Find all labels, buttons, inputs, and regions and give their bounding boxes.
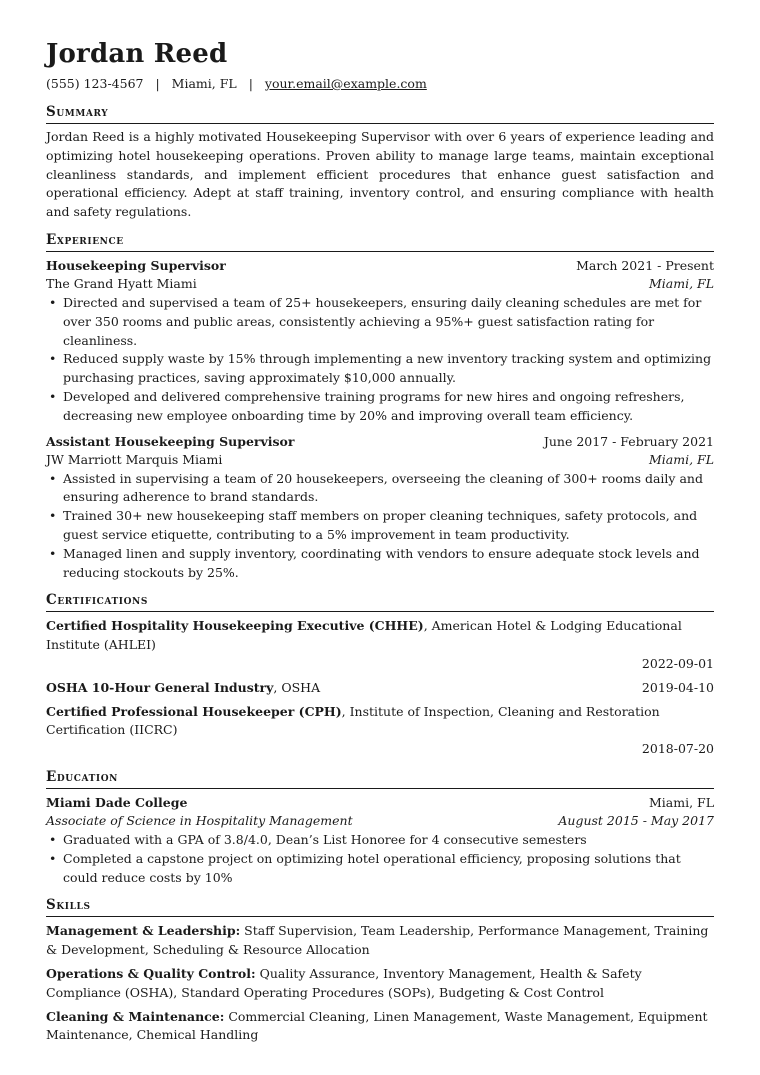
skills-section xyxy=(46,897,714,1045)
separator: | xyxy=(248,76,253,91)
school-name: Miami Dade College xyxy=(46,794,188,810)
education-section xyxy=(46,769,714,887)
certification-entry xyxy=(46,617,714,673)
resume-header xyxy=(46,38,714,92)
certification-entry xyxy=(46,703,714,759)
list-item: • Reduced supply waste by 15% through implementing a new inventory tracking system and optimizing purchasing practices, saving approximately $10,000 annually. xyxy=(46,350,714,388)
school-location: Miami, FL xyxy=(648,794,714,810)
cert-date: 2018-07-20 xyxy=(641,741,714,757)
section-title-skills: Skills xyxy=(46,897,714,917)
list-item: • Directed and supervised a team of 25+ housekeepers, ensuring daily cleaning schedules are met for over 350 rooms and public areas, consistently achieving a 95%+ guest satisfaction rating for cleanliness. xyxy=(46,294,714,350)
skill-group xyxy=(46,965,714,1003)
list-item: • Trained 30+ new housekeeping staff members on proper cleaning techniques, safety protocols, and guest service etiquette, contributing to a 5% improvement in team productivity. xyxy=(46,507,714,545)
job-company: The Grand Hyatt Miami xyxy=(46,276,197,292)
job-bullets xyxy=(46,294,714,426)
job-role: Assistant Housekeeping Supervisor xyxy=(46,433,295,449)
cert-issuer: , OSHA xyxy=(273,679,321,695)
education-dates: August 2015 - May 2017 xyxy=(558,813,714,829)
section-title-experience: Experience xyxy=(46,232,714,252)
section-title-summary: Summary xyxy=(46,104,714,124)
cert-issuer: , Institute of Inspection, Cleaning and Restoration Certification (IICRC) xyxy=(46,703,660,738)
section-title-certifications: Certifications xyxy=(46,592,714,612)
skill-group xyxy=(46,922,714,960)
email-link[interactable]: your.email@example.com xyxy=(264,76,427,91)
skill-group-text: Staff Supervision, Team Leadership, Performance Management, Training & Development, Scheduling & Resource Allocation xyxy=(46,923,709,958)
job-company: JW Marriott Marquis Miami xyxy=(46,452,223,468)
cert-name: Certified Hospitality Housekeeping Executive (CHHE) xyxy=(46,618,424,634)
summary-text: Jordan Reed is a highly motivated Housekeeping Supervisor with over 6 years of experience leading and optimizing hotel housekeeping operations. Proven ability to manage large teams, maintain exceptional cleanliness standards, and implement efficient procedures that enhance guest satisfaction and operational efficiency. Adept at staff training, inventory control, and ensuring compliance with health and safety regulations. xyxy=(46,129,714,220)
job-bullets xyxy=(46,470,714,583)
job-dates: March 2021 - Present xyxy=(576,257,714,273)
skill-group-text: Quality Assurance, Inventory Management, Health & Safety Compliance (OSHA), Standard Operating Procedures (SOPs), Budgeting & Cost Control xyxy=(46,965,642,1000)
experience-section xyxy=(46,232,714,582)
list-item: • Completed a capstone project on optimizing hotel operational efficiency, proposing solutions that could reduce costs by 10% xyxy=(46,850,714,888)
education-entry xyxy=(46,794,714,887)
certifications-section xyxy=(46,592,714,759)
job-location: Miami, FL xyxy=(648,452,714,468)
job-role: Housekeeping Supervisor xyxy=(46,257,226,273)
cert-name: OSHA 10-Hour General Industry xyxy=(46,679,274,695)
cert-name: Certified Professional Housekeeper (CPH) xyxy=(46,703,342,719)
skill-group-label: Management & Leadership: xyxy=(46,923,241,939)
skill-group-label: Cleaning & Maintenance: xyxy=(46,1008,225,1024)
job-dates: June 2017 - February 2021 xyxy=(543,433,714,449)
skill-group-label: Operations & Quality Control: xyxy=(46,965,256,981)
skill-group-text: Commercial Cleaning, Linen Management, Waste Management, Equipment Maintenance, Chemical Handling xyxy=(46,1008,708,1043)
job-location: Miami, FL xyxy=(648,276,714,292)
cert-issuer: , American Hotel & Lodging Educational Institute (AHLEI) xyxy=(46,618,682,653)
list-item: • Assisted in supervising a team of 20 housekeepers, overseeing the cleaning of 300+ rooms daily and ensuring adherence to brand standards. xyxy=(46,470,714,508)
degree: Associate of Science in Hospitality Management xyxy=(46,813,353,829)
job-entry xyxy=(46,257,714,426)
contact-line xyxy=(46,76,714,92)
education-bullets xyxy=(46,831,714,887)
list-item: • Graduated with a GPA of 3.8/4.0, Dean’s List Honoree for 4 consecutive semesters xyxy=(46,831,714,850)
section-title-education: Education xyxy=(46,769,714,789)
separator: | xyxy=(155,76,160,91)
job-entry xyxy=(46,433,714,583)
cert-date: 2022-09-01 xyxy=(641,655,714,671)
list-item: • Managed linen and supply inventory, coordinating with vendors to ensure adequate stock levels and reducing stockouts by 25%. xyxy=(46,545,714,583)
phone: (555) 123-4567 xyxy=(46,76,144,91)
location: Miami, FL xyxy=(171,76,237,91)
skill-group xyxy=(46,1008,714,1046)
certification-entry xyxy=(46,679,714,698)
list-item: • Developed and delivered comprehensive training programs for new hires and ongoing refreshers, decreasing new employee onboarding time by 20% and improving overall team efficiency. xyxy=(46,388,714,426)
candidate-name: Jordan Reed xyxy=(46,39,228,69)
summary-section xyxy=(46,104,714,222)
cert-date: 2019-04-10 xyxy=(641,679,714,695)
